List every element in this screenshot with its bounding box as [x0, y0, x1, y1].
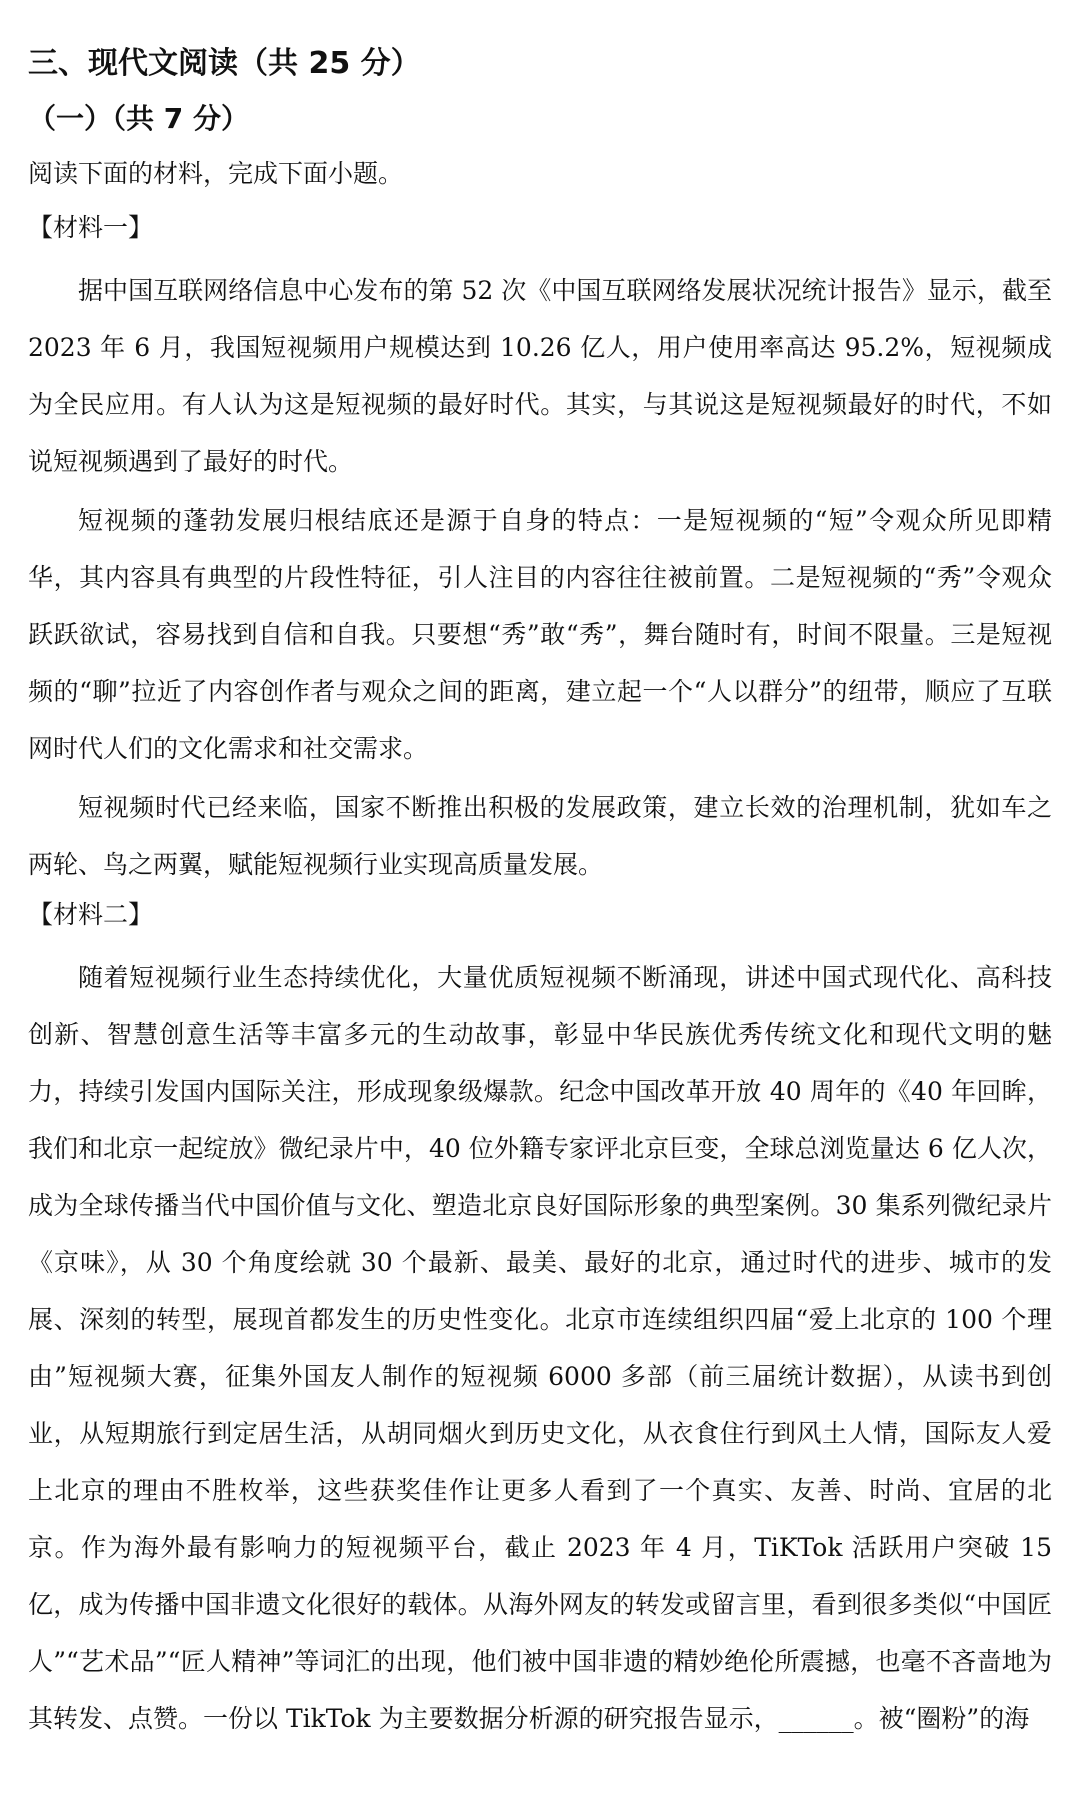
- section-title: 三、现代文阅读（共 25 分）: [28, 46, 421, 81]
- material-two-label: 【材料二】: [28, 900, 154, 929]
- section-subtitle: （一）（共 7 分）: [28, 102, 249, 135]
- material-one-label: 【材料一】: [28, 213, 154, 242]
- material-two-paragraph: 随着短视频行业生态持续优化，大量优质短视频不断涌现，讲述中国式现代化、高科技创新、智慧创意生活等丰富多元的生动故事，彰显中华民族优秀传统文化和现代文明的魅力，持续引发国内国际关注，形成现象级爆款。纪念中国改革开放 40 周年的《40 年回眸，我们和北京一起绽放》微纪录片中，40 位外籍专家评北京巨变，全球总浏览量达 6 亿人次，成为全球传播当代中国价值与文化、塑造北京良好国际形象的典型案例。30 集系列微纪录片《京味》，从 30 个角度绘就 30 个最新、最美、最好的北京，通过时代的进步、城市的发展、深刻的转型，展现首都发生的历史性变化。北京市连续组织四届“爱上北京的 100 个理由”短视频大赛，征集外国友人制作的短视频 6000 多部（前三届统计数据），从读书到创业，从短期旅行到定居生活，从胡同烟火到历史文化，从衣食住行到风土人情，国际友人爱上北京的理由不胜枚举，这些获奖佳作让更多人看到了一个真实、友善、时尚、宜居的北京。作为海外最有影响力的短视频平台，截止 2023 年 4 月，TiKTok 活跃用户突破 15 亿，成为传播中国非遗文化很好的载体。从海外网友的转发或留言里，看到很多类似“中国匠人”“艺术品”“匠人精神”等词汇的出现，他们被中国非遗的精妙绝伦所震撼，也毫不吝啬地为其转发、点赞。一份以 TikTok 为主要数据分析源的研究报告显示，______。被“圈粉”的海: [28, 963, 1052, 1733]
- material-one-paragraph: 短视频时代已经来临，国家不断推出积极的发展政策，建立长效的治理机制，犹如车之两轮、鸟之两翼，赋能短视频行业实现高质量发展。: [28, 793, 1052, 879]
- material-one-paragraph: 短视频的蓬勃发展归根结底还是源于自身的特点：一是短视频的“短”令观众所见即精华，其内容具有典型的片段性特征，引人注目的内容往往被前置。二是短视频的“秀”令观众跃跃欲试，容易找到自信和自我。只要想“秀”敢“秀”，舞台随时有，时间不限量。三是短视频的“聊”拉近了内容创作者与观众之间的距离，建立起一个“人以群分”的纽带，顺应了互联网时代人们的文化需求和社交需求。: [28, 506, 1052, 763]
- material-one-paragraph: 据中国互联网络信息中心发布的第 52 次《中国互联网络发展状况统计报告》显示，截至 2023 年 6 月，我国短视频用户规模达到 10.26 亿人，用户使用率高达 95.2%，短视频成为全民应用。有人认为这是短视频的最好时代。其实，与其说这是短视频最好的时代，不如说短视频遇到了最好的时代。: [28, 276, 1052, 476]
- instruction-text: 阅读下面的材料，完成下面小题。: [28, 159, 404, 188]
